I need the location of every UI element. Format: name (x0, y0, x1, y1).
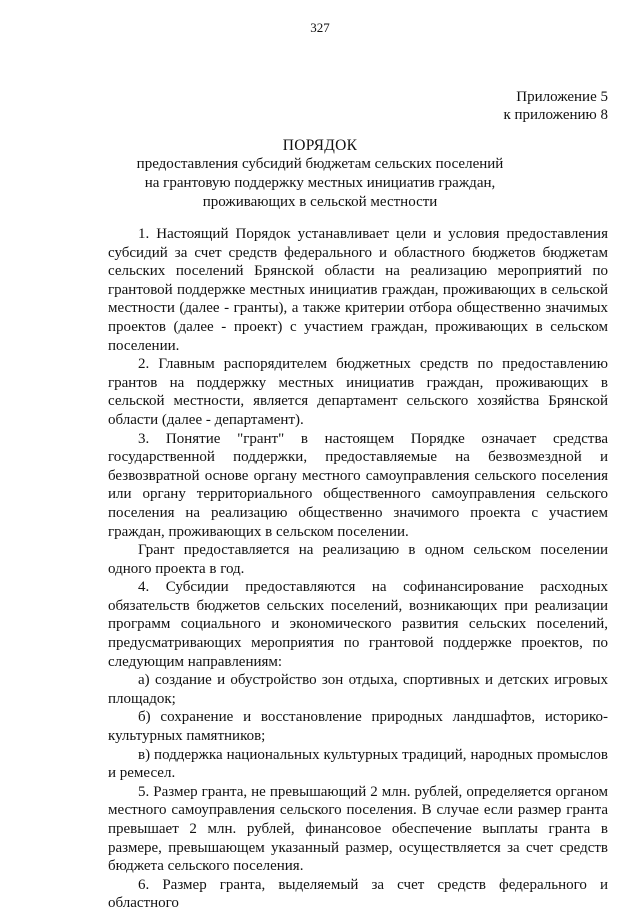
appendix-reference (503, 88, 608, 124)
page-number: 327 (310, 20, 330, 35)
paragraph-2: 2. Главным распорядителем бюджетных средств по предоставлению грантов на поддержку местных инициатив граждан, проживающих в сельской местности, является департамент сельского хозяйства Брянской области (далее - департамент). (108, 356, 608, 428)
appendix-line-1: Приложение 5 (516, 89, 608, 105)
paragraph-3-continued: Грант предоставляется на реализацию в одном сельском поселении одного проекта в год. (108, 542, 608, 577)
document-title: ПОРЯДОК (282, 137, 358, 154)
list-item-a: а) создание и обустройство зон отдыха, спортивных и детских игровых площадок; (108, 672, 608, 707)
paragraph-1: 1. Настоящий Порядок устанавливает цели и условия предоставления субсидий за счет средств федерального и областного бюджетов бюджетам сельских поселений Брянской области на реализацию мероприятий по грантовой поддержке местных инициатив граждан, проживающих в сельской местности (далее - гранты), а также критерии отбора общественно значимых проектов (далее - проект) с участием граждан, проживающих в сельском поселении. (108, 226, 608, 354)
subtitle-line-3: проживающих в сельской местности (202, 194, 438, 210)
paragraph-3: 3. Понятие "грант" в настоящем Порядке означает средства государственной поддержки, предоставляемые на безвозмездной и безвозвратной основе органу местного самоуправления сельского поселения или органу территориального общественного самоуправления сельского поселения на реализацию общественно значимого проекта с участием граждан, проживающих в сельском поселении. (108, 430, 608, 540)
subtitle-line-1: предоставления субсидий бюджетам сельских поселений (136, 156, 504, 172)
paragraph-6: 6. Размер гранта, выделяемый за счет средств федерального и областного (108, 876, 608, 912)
document-body (108, 225, 608, 913)
list-item-b: б) сохранение и восстановление природных ландшафтов, историко-культурных памятников; (108, 709, 608, 745)
subtitle-line-2: на грантовую поддержку местных инициатив граждан, (144, 175, 496, 191)
appendix-line-2: к приложению 8 (503, 107, 608, 123)
paragraph-5: 5. Размер гранта, не превышающий 2 млн. рублей, определяется органом местного самоуправления сельского поселения. В случае если размер гранта превышает 2 млн. рублей, финансовое обеспечение выплаты гранта в размере, превышающем указанный размер, осуществляется за счет средств бюджета сельского поселения. (108, 783, 608, 875)
paragraph-4: 4. Субсидии предоставляются на софинансирование расходных обязательств бюджетов сельских поселений, возникающих при реализации программ социального и экономического развития сельских поселений, предусматривающих мероприятия по грантовой поддержке проектов, по следующим направлениям: (108, 579, 608, 670)
document-subtitle (100, 155, 540, 212)
list-item-c: в) поддержка национальных культурных традиций, народных промыслов и ремесел. (108, 746, 608, 782)
